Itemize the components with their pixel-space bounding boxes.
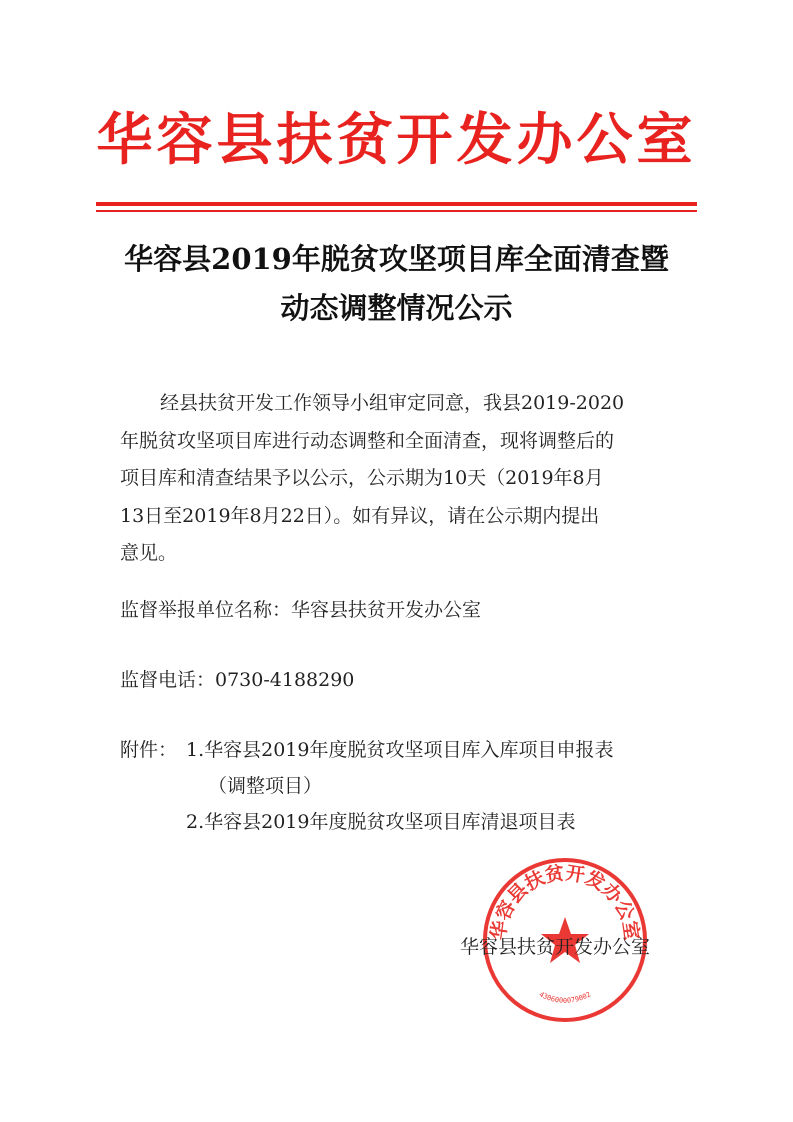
- attachments-list: [120, 732, 676, 840]
- letterhead-title: 华容县扶贫开发办公室: [96, 107, 697, 173]
- seal-number-textpath: 4306000079002: [537, 990, 593, 1005]
- notice-paragraph: [120, 385, 676, 573]
- seal-org-textpath: 华容县扶贫开发办公室: [487, 862, 643, 942]
- letterhead-divider-thin: [96, 210, 697, 212]
- document-title-line-2: 动态调整情况公示: [280, 291, 513, 325]
- supervision-phone: 监督电话：0730-4188290: [120, 669, 355, 691]
- supervision-unit: 监督举报单位名称：华容县扶贫开发办公室: [120, 599, 482, 621]
- paragraph-line: 年脱贫攻坚项目库进行动态调整和全面清查，现将调整后的: [120, 429, 615, 452]
- attachment-item-1-continued: （调整项目）: [208, 775, 323, 797]
- signature-org: 华容县扶贫开发办公室: [460, 936, 651, 958]
- paragraph-line: 意见。: [120, 542, 178, 564]
- paragraph-line: 项目库和清查结果予以公示，公示期为10天（2019年8月: [120, 467, 604, 489]
- seal-number-text: [538, 990, 592, 1004]
- attachment-item-2: 2.华容县2019年度脱贫攻坚项目库清退项目表: [186, 811, 576, 833]
- letterhead-divider-thick: [96, 202, 697, 206]
- attachments-label: 附件：: [120, 739, 178, 761]
- paragraph-line: 13日至2019年8月22日）。如有异议，请在公示期内提出: [120, 504, 600, 527]
- document-title-line-1: 华容县2019年脱贫攻坚项目库全面清查暨: [124, 242, 669, 276]
- attachment-item-1-text: 1.华容县2019年度脱贫攻坚项目库入库项目申报表: [186, 739, 614, 761]
- document-title: [100, 235, 693, 333]
- attachment-item-1: [120, 732, 676, 768]
- paragraph-line: 经县扶贫开发工作领导小组审定同意，我县2019-2020: [160, 392, 625, 414]
